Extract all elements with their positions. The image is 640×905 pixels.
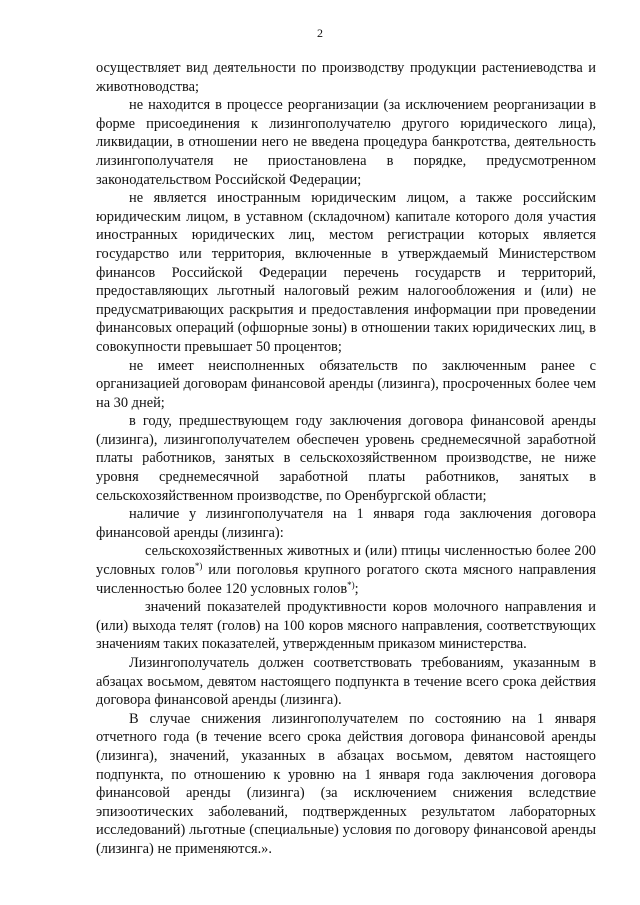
footnote-marker: *) <box>347 579 355 590</box>
paragraph-obligations: не имеет неисполненных обязательств по заключенным ранее с организацией договорам финансовой аренды (лизинга), просроченных более чем на 30 дней; <box>96 357 596 411</box>
paragraph-activity: осуществляет вид деятельности по производству продукции растениеводства и животноводства; <box>96 60 596 95</box>
page-number: 2 <box>317 26 323 40</box>
livestock-text-1: сельскохозяйственных животных и (или) птицы численностью более 200 условных голов <box>96 543 596 579</box>
document-body <box>96 59 596 859</box>
livestock-text-2: или поголовья крупного рогатого скота мясного направления численностью более 120 условных голов <box>96 562 597 597</box>
livestock-text-3: ; <box>354 580 359 597</box>
paragraph-livestock <box>96 542 596 598</box>
paragraph-reorganization: не находится в процессе реорганизации (за исключением реорганизации в форме присоединения к лизингополучателю другого юридического лица), ликвидации, в отношении него не введена процедура банкротства, деятельность лизингополучателя не приостановлена в порядке, предусмотренном законодательством Российской Федерации; <box>96 97 596 188</box>
footnote-marker: *) <box>194 561 203 572</box>
paragraph-foreign-entity: не является иностранным юридическим лицом, а также российским юридическим лицом, в уставном (складочном) капитале которого доля участия иностранных юридических лиц, местом регистрации которых является государство или территория, включенные в утверждаемый Министерством финансов Российской Федерации перечень государств и территорий, предоставляющих льготный налоговый режим налогообложения и (или) не предусматривающих раскрытия и предоставления информации при проведении финансовых операций (офшорные зоны) в отношении таких юридических лиц, в совокупности превышает 50 процентов; <box>96 190 596 355</box>
paragraph-compliance: Лизингополучатель должен соответствовать требованиям, указанным в абзацах восьмом, девятом настоящего подпункта в течение всего срока действия договора финансовой аренды (лизинга). <box>96 655 596 709</box>
paragraph-salary: в году, предшествующем году заключения договора финансовой аренды (лизинга), лизингополучателем обеспечен уровень среднемесячной заработной платы работников, занятых в сельскохозяйственном производстве, не ниже уровня среднемесячной заработной платы работников, занятых в сельскохозяйственном производстве, по Оренбургской области; <box>96 413 596 504</box>
paragraph-reduction: В случае снижения лизингополучателем по состоянию на 1 января отчетного года (в течение всего срока действия договора финансовой аренды (лизинга), значений, указанных в абзацах восьмом, девятом настоящего подпункта, по отношению к уровню на 1 января года заключения договора финансовой аренды (лизинга) (за исключением снижения вследствие эпизоотических заболеваний, подтвержденных результатом лабораторных исследований) льготные (специальные) условия по договору финансовой аренды (лизинга) не применяются.». <box>96 710 596 857</box>
paragraph-productivity: значений показателей продуктивности коров молочного направления и (или) выхода телят (голов) на 100 коров мясного направления, соответствующих значениям таких показателей, утвержденным приказом министерства. <box>96 599 596 653</box>
paragraph-availability: наличие у лизингополучателя на 1 января года заключения договора финансовой аренды (лизинга): <box>96 506 596 541</box>
